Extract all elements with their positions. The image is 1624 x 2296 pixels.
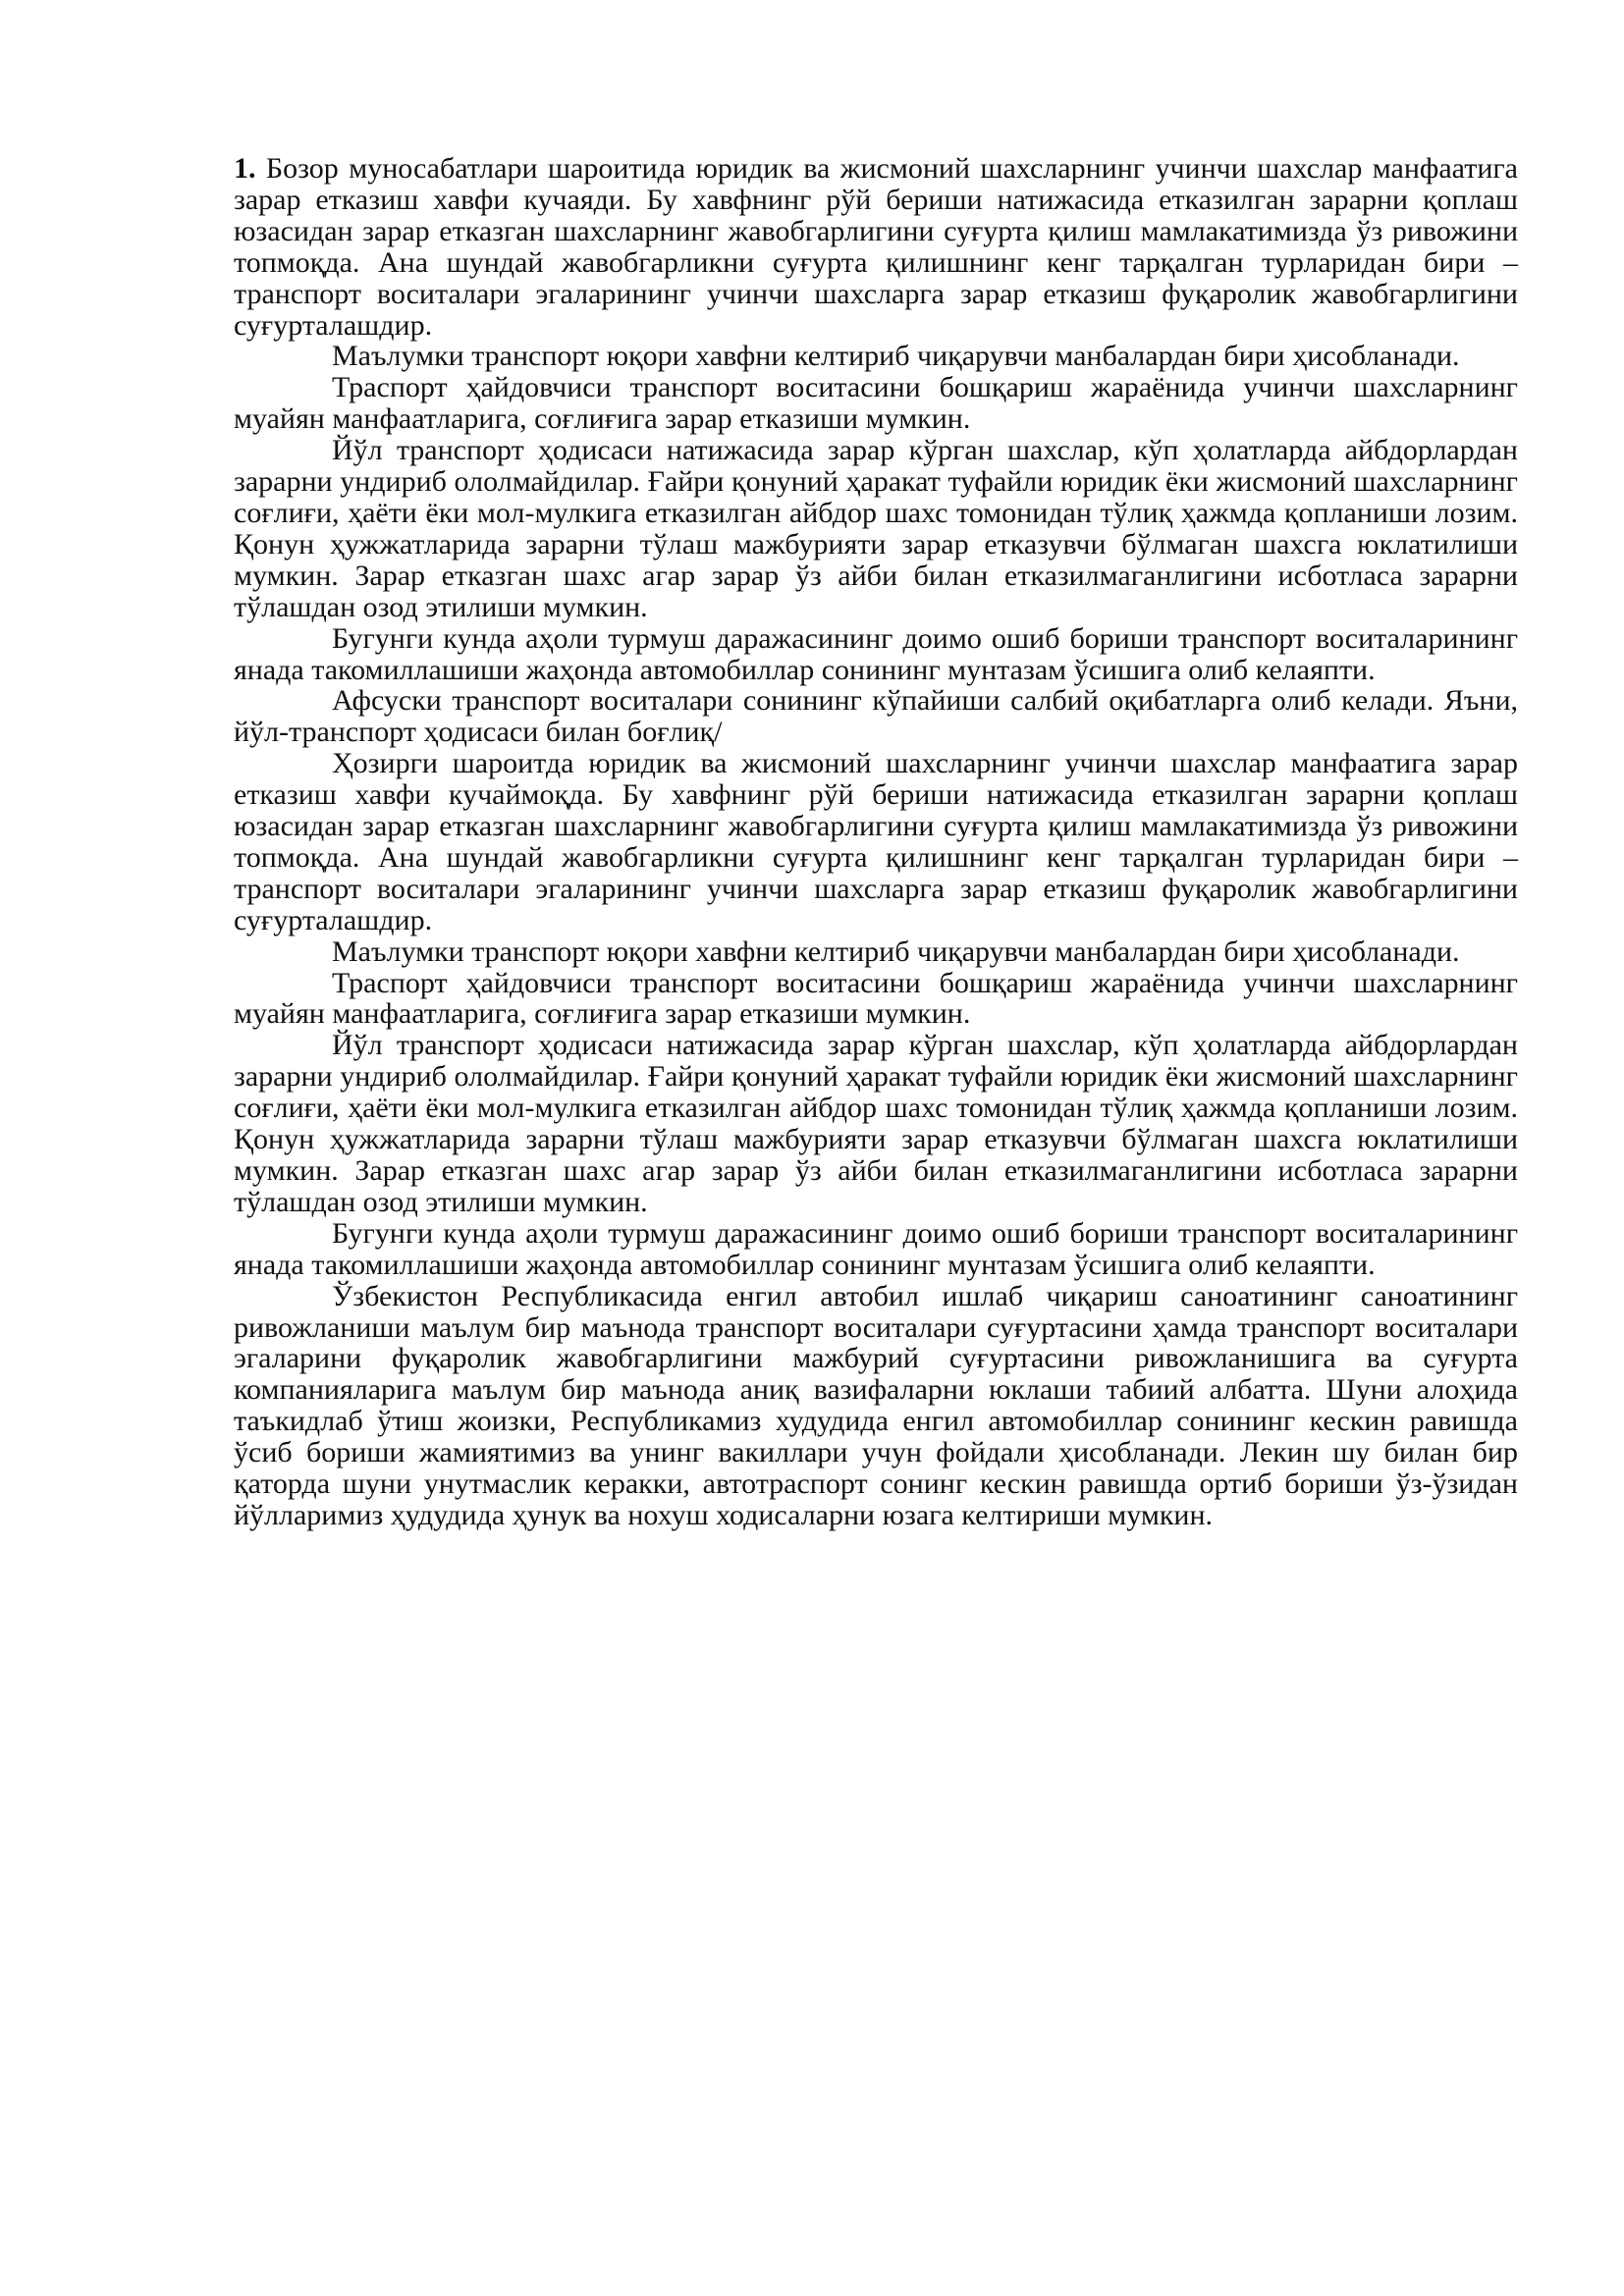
paragraph-4: Йўл транспорт ҳодисаси натижасида зарар кўрган шахслар, кўп ҳолатларда айбдорлардан зарарни ундириб ололмайдилар. Ғайри қонуний ҳаракат туфайли юридик ёки жисмоний шахсларнинг соғлиғи, ҳаёти ёки мол-мулкига етказилган айбдор шахс томонидан тўлиқ ҳажмда қопланиши лозим. Қонун ҳужжатларида зарарни тўлаш мажбурияти зарар етказувчи бўлмаган шахсга юклатилиши мумкин. Зарар етказган шахс агар зарар ўз айби билан етказилмаганлигини исботласа зарарни тўлашдан озод этилиши мумкин. [234,434,1518,623]
paragraph-text: Бозор муносабатлари шароитида юридик ва жисмоний шахсларнинг учинчи шахслар манфаатига зарар етказиш хавфи кучаяди. Бу хавфнинг рўй бериши натижасида етказилган зарарни қоплаш юзасидан зарар етказган шахсларнинг жавобгарлигини суғурта қилиш мамлакатимизда ўз ривожини топмоқда. Ана шундай жавобгарликни суғурта қилишнинг кенг тарқалган турларидан бири – транспорт воситалари эгаларининг учинчи шахсларга зарар етказиш фуқаролик жавобгарлигини суғурталашдир. [234,152,1518,342]
paragraph-number: 1. [234,152,256,185]
paragraph-12: Ўзбекистон Республикасида енгил автобил ишлаб чиқариш саноатининг саноатининг ривожланиши маълум бир маънода транспорт воситалари суғуртасини ҳамда транспорт воситалари эгаларини фуқаролик жавобгарлигини мажбурий суғуртасини ривожланишига ва суғурта компанияларига маълум бир маънода аниқ вазифаларни юклаши табиий албатта. Шуни алоҳида таъкидлаб ўтиш жоизки, Республикамиз худудида енгил автомобиллар сонининг кескин равишда ўсиб бориши жамиятимиз ва унинг вакиллари учун фойдали ҳисобланади. Лекин шу билан бир қаторда шуни унутмаслик керакки, автотраспорт сонинг кескин равишда ортиб бориши ўз-ўзидан йўлларимиз ҳудудида ҳунук ва нохуш ходисаларни юзага келтириши мумкин. [234,1279,1518,1531]
paragraph-10: Йўл транспорт ҳодисаси натижасида зарар кўрган шахслар, кўп ҳолатларда айбдорлардан зарарни ундириб ололмайдилар. Ғайри қонуний ҳаракат туфайли юридик ёки жисмоний шахсларнинг соғлиғи, ҳаёти ёки мол-мулкига етказилган айбдор шахс томонидан тўлиқ ҳажмда қопланиши лозим. Қонун ҳужжатларида зарарни тўлаш мажбурияти зарар етказувчи бўлмаган шахсга юклатилиши мумкин. Зарар етказган шахс агар зарар ўз айби билан етказилмаганлигини исботласа зарарни тўлашдан озод этилиши мумкин. [234,1029,1518,1218]
paragraph-3: Траспорт ҳайдовчиси транспорт воситасини бошқариш жараёнида учинчи шахсларнинг муайян манфаатларига, соғлиғига зарар етказиши мумкин. [234,371,1518,436]
paragraph-1 [234,153,1518,341]
paragraph-5: Бугунги кунда аҳоли турмуш даражасининг доимо ошиб бориши транспорт воситаларининг янада такомиллашиши жаҳонда автомобиллар сонининг мунтазам ўсишига олиб келаяпти. [234,621,1518,686]
paragraph-9: Траспорт ҳайдовчиси транспорт воситасини бошқариш жараёнида учинчи шахсларнинг муайян манфаатларига, соғлиғига зарар етказиши мумкин. [234,966,1518,1031]
paragraph-11: Бугунги кунда аҳоли турмуш даражасининг доимо ошиб бориши транспорт воситаларининг янада такомиллашиши жаҳонда автомобиллар сонининг мунтазам ўсишига олиб келаяпти. [234,1216,1518,1281]
paragraph-6: Афсуски транспорт воситалари сонининг кўпайиши салбий оқибатларга олиб келади. Яъни, йўл-транспорт ҳодисаси билан боғлиқ/ [234,684,1518,749]
paragraph-7: Ҳозирги шароитда юридик ва жисмоний шахсларнинг учинчи шахслар манфаатига зарар етказиш хавфи кучаймоқда. Бу хавфнинг рўй бериши натижасида етказилган зарарни қоплаш юзасидан зарар етказган шахсларнинг жавобгарлигини суғурта қилиш мамлакатимизда ўз ривожини топмоқда. Ана шундай жавобгарликни суғурта қилишнинг кенг тарқалган турларидан бири – транспорт воситалари эгаларининг учинчи шахсларга зарар етказиш фуқаролик жавобгарлигини суғурталашдир. [234,747,1518,936]
paragraph-8: Маълумки транспорт юқори хавфни келтириб чиқарувчи манбалардан бири ҳисобланади. [332,934,1460,968]
paragraph-2: Маълумки транспорт юқори хавфни келтириб чиқарувчи манбалардан бири ҳисобланади. [332,340,1460,373]
document-page [234,153,1518,1531]
